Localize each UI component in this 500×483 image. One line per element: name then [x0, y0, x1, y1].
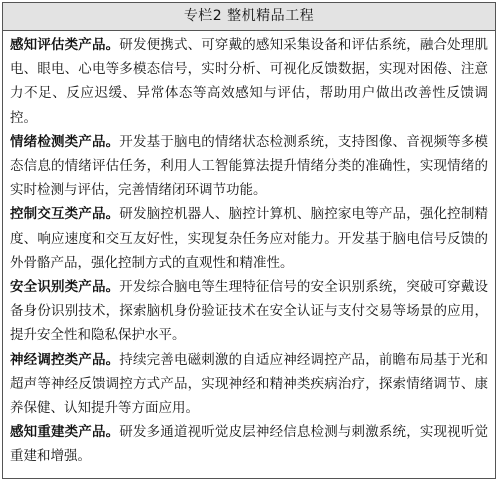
- paragraph-term: 情绪检测类产品。: [10, 133, 120, 150]
- column-title: 专栏2 整机精品工程: [3, 3, 495, 31]
- paragraph-text: 持续完善电磁刺激的自适应神经调控产品，前瞻布局基于光和超声等神经反馈调控方式产品，实现神经和精神类疾病治疗，探索情绪调节、康养保健、认知提升等方面应用。: [10, 351, 489, 417]
- paragraph-text: 研发便携式、可穿戴的感知采集设备和评估系统，融合处理肌电、眼电、心电等多模态信号，实时分析、可视化反馈数据，实现对困倦、注意力不足、反应迟缓、异常体态等高效感知与评估，帮助用户做出改善性反馈调控。: [10, 37, 489, 126]
- paragraph-term: 神经调控类产品。: [10, 351, 120, 368]
- paragraph-perception-reconstruction: [10, 420, 488, 468]
- paragraph-control-interaction: [10, 202, 488, 275]
- paragraph-perception-assessment: [10, 33, 488, 130]
- paragraph-neuromodulation: [10, 348, 488, 421]
- paragraph-text: 研发脑控机器人、脑控计算机、脑控家电等产品，强化控制精度、响应速度和交互友好性，实现复杂任务应对能力。开发基于脑电信号反馈的外骨骼产品，强化控制方式的直观性和精准性。: [10, 206, 489, 271]
- paragraph-text: 开发基于脑电的情绪状态检测系统，支持图像、音视频等多模态信息的情绪评估任务，利用人工智能算法提升情绪分类的准确性，实现情绪的实时检测与评估，完善情绪闭环调节功能。: [10, 133, 489, 199]
- project-column-box: [2, 2, 496, 479]
- paragraph-term: 感知评估类产品。: [10, 37, 120, 53]
- paragraph-emotion-detection: [10, 130, 488, 203]
- paragraph-security-identification: [10, 275, 488, 348]
- paragraph-text: 研发多通道视听觉皮层神经信息检测与刺激系统，实现视听觉重建和增强。: [10, 424, 489, 465]
- paragraph-text: 开发综合脑电等生理特征信号的安全识别系统，突破可穿戴设备身份识别技术，探索脑机身份验证技术在安全认证与支付交易等场景的应用，提升安全性和隐私保护水平。: [10, 279, 489, 344]
- paragraph-term: 安全识别类产品。: [10, 279, 120, 296]
- column-content: [3, 31, 495, 469]
- paragraph-term: 控制交互类产品。: [10, 206, 120, 223]
- paragraph-term: 感知重建类产品。: [10, 424, 120, 441]
